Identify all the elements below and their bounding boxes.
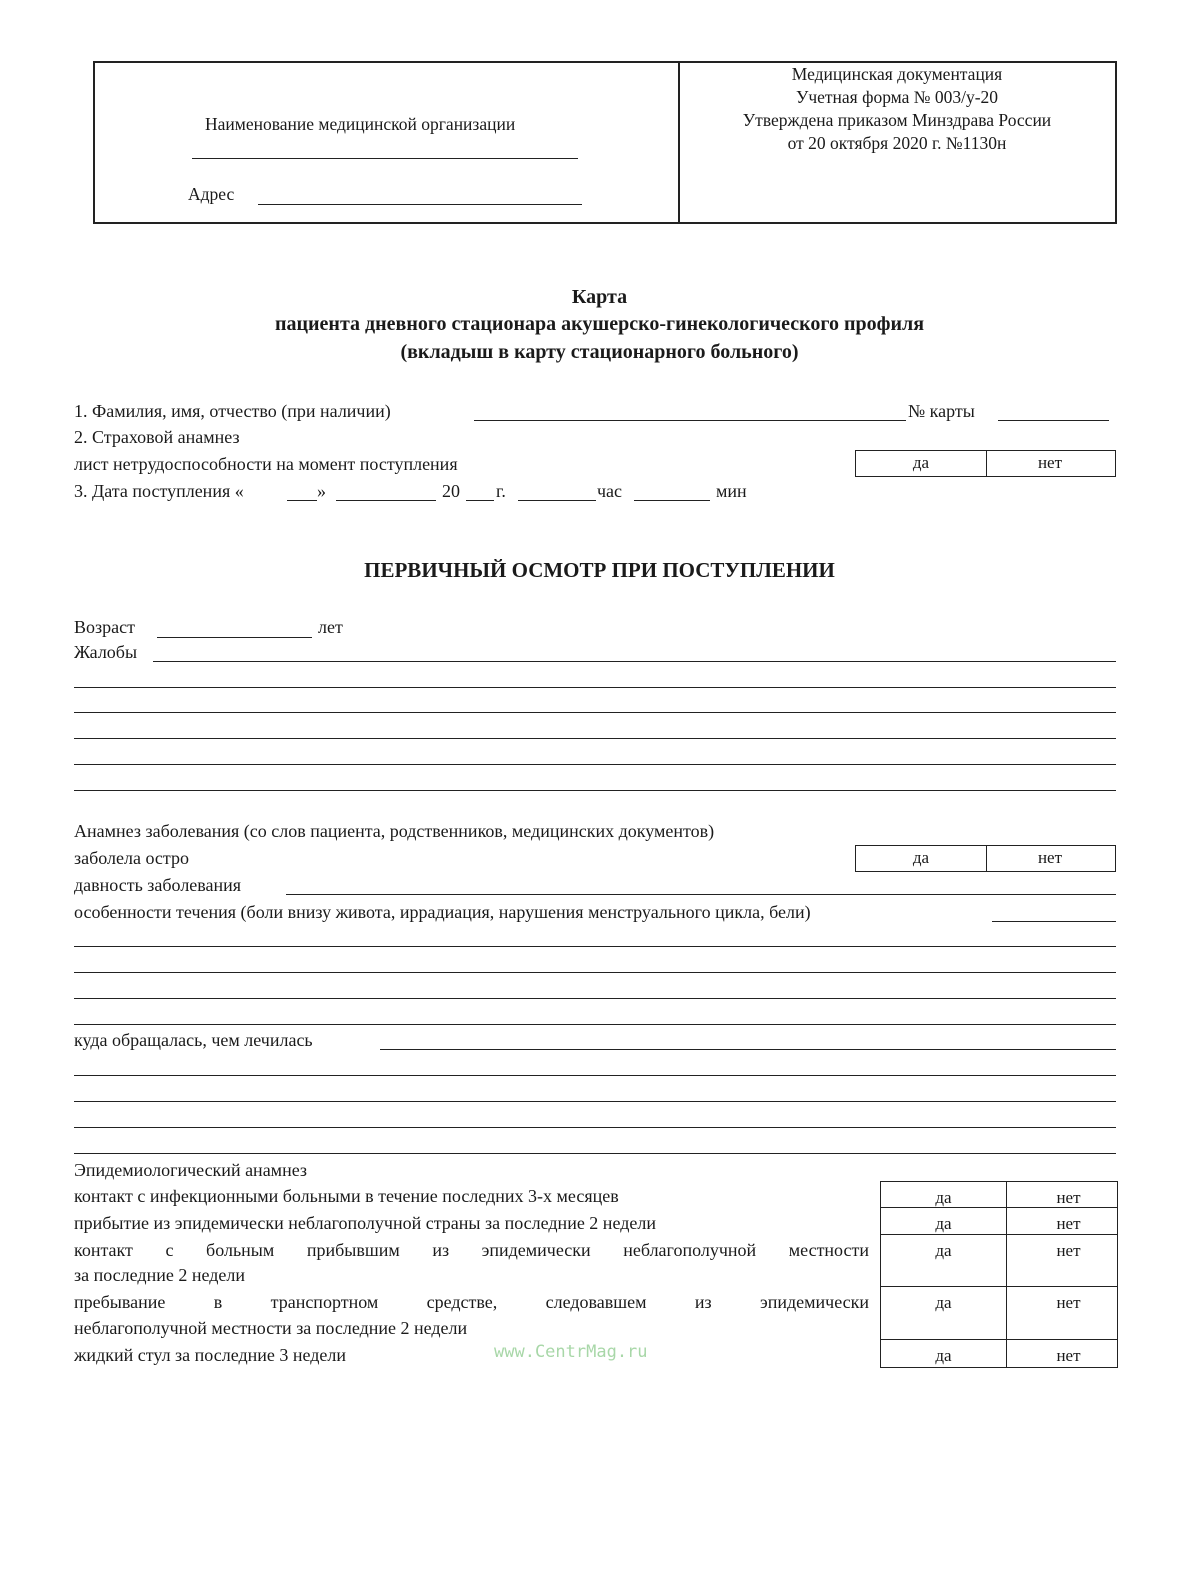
complaints-field[interactable]: [153, 661, 1116, 662]
doc-type: Медицинская документация: [791, 64, 1003, 84]
epidemiology-heading: Эпидемиологический анамнез: [74, 1160, 308, 1180]
course-line[interactable]: [74, 1024, 1116, 1025]
acute-onset-yes[interactable]: да: [912, 848, 930, 867]
acute-onset-choice: [855, 845, 1116, 872]
admission-date-prefix: 3. Дата поступления «: [74, 481, 244, 501]
minute-label: мин: [716, 481, 747, 501]
org-name-field[interactable]: [192, 158, 578, 159]
epi-no[interactable]: нет: [1056, 1346, 1081, 1365]
year-suffix: г.: [496, 481, 506, 501]
complaints-line[interactable]: [74, 790, 1116, 791]
duration-field[interactable]: [286, 894, 1116, 895]
treatment-line[interactable]: [74, 1153, 1116, 1154]
admission-date-quote-close: »: [317, 481, 326, 501]
epi-no[interactable]: нет: [1056, 1293, 1081, 1312]
sick-leave-yes[interactable]: да: [912, 453, 930, 472]
watermark: www.CentrMag.ru: [494, 1342, 648, 1362]
admission-hour-field[interactable]: [518, 500, 596, 501]
epi-item-text: контакт с инфекционными больными в течение последних 3-х месяцев: [74, 1186, 619, 1206]
epi-yes[interactable]: да: [935, 1346, 952, 1365]
full-name-field[interactable]: [474, 420, 906, 421]
admission-month-field[interactable]: [336, 500, 436, 501]
epi-yes[interactable]: да: [935, 1293, 952, 1312]
form-number: Учетная форма № 003/у-20: [795, 87, 999, 107]
age-label: Возраст: [74, 617, 135, 637]
epi-yes[interactable]: да: [935, 1241, 952, 1260]
epi-no[interactable]: нет: [1056, 1241, 1081, 1260]
treatment-line[interactable]: [74, 1075, 1116, 1076]
hour-label: час: [597, 481, 623, 501]
acute-onset-label: заболела остро: [74, 848, 189, 868]
complaints-line[interactable]: [74, 712, 1116, 713]
year-prefix: 20: [442, 481, 460, 501]
anamnesis-heading: Анамнез заболевания (со слов пациента, родственников, медицинских документов): [74, 821, 715, 841]
course-line[interactable]: [74, 998, 1116, 999]
course-line[interactable]: [74, 946, 1116, 947]
exam-heading: ПЕРВИЧНЫЙ ОСМОТР ПРИ ПОСТУПЛЕНИИ: [364, 558, 835, 582]
epi-item-text: прибытие из эпидемически неблагополучной страны за последние 2 недели: [74, 1213, 656, 1233]
admission-minute-field[interactable]: [634, 500, 710, 501]
epi-item-text: пребывание в транспортном средстве, следовавшем из эпидемически: [74, 1292, 869, 1312]
card-number-label: № карты: [908, 401, 975, 421]
treatment-field[interactable]: [380, 1049, 1116, 1050]
treatment-line[interactable]: [74, 1101, 1116, 1102]
course-line[interactable]: [74, 972, 1116, 973]
admission-year-field[interactable]: [466, 500, 494, 501]
epi-item-text-continued: неблагополучной местности за последние 2 недели: [74, 1318, 468, 1338]
doc-title-line2: пациента дневного стационара акушерско-гинекологического профиля: [274, 313, 925, 335]
epi-item-text: жидкий стул за последние 3 недели: [74, 1345, 347, 1365]
address-field[interactable]: [258, 204, 582, 205]
years-label: лет: [318, 617, 343, 637]
sick-leave-label: лист нетрудоспособности на момент поступления: [74, 454, 458, 474]
epi-no[interactable]: нет: [1056, 1214, 1081, 1233]
epidemiology-choice-grid: [880, 1181, 1118, 1368]
complaints-line[interactable]: [74, 764, 1116, 765]
doc-title-line1: Карта: [571, 286, 628, 308]
complaints-label: Жалобы: [74, 642, 138, 662]
complaints-line[interactable]: [74, 738, 1116, 739]
course-label: особенности течения (боли внизу живота, иррадиация, нарушения менструального цикла, бели): [74, 902, 811, 922]
order-date: от 20 октября 2020 г. №1130н: [787, 133, 1007, 153]
course-field[interactable]: [992, 921, 1116, 922]
card-number-field[interactable]: [998, 420, 1109, 421]
epi-yes[interactable]: да: [935, 1214, 952, 1233]
epi-item-text-continued: за последние 2 недели: [74, 1265, 245, 1285]
insurance-label: 2. Страховой анамнез: [74, 427, 240, 447]
org-name-label: Наименование медицинской организации: [205, 114, 516, 134]
address-label: Адрес: [188, 184, 235, 204]
epi-yes[interactable]: да: [935, 1188, 952, 1207]
epi-no[interactable]: нет: [1056, 1188, 1081, 1207]
sick-leave-no[interactable]: нет: [1037, 453, 1063, 472]
doc-title-line3: (вкладыш в карту стационарного больного): [400, 341, 799, 363]
sick-leave-choice: [855, 450, 1116, 477]
treatment-label: куда обращалась, чем лечилась: [74, 1030, 313, 1050]
acute-onset-no[interactable]: нет: [1037, 848, 1063, 867]
admission-day-field[interactable]: [287, 500, 317, 501]
treatment-line[interactable]: [74, 1127, 1116, 1128]
duration-label: давность заболевания: [74, 875, 242, 895]
approved-by: Утверждена приказом Минздрава России: [742, 110, 1052, 130]
age-field[interactable]: [157, 637, 312, 638]
full-name-label: 1. Фамилия, имя, отчество (при наличии): [74, 401, 391, 421]
complaints-line[interactable]: [74, 687, 1116, 688]
epi-item-text: контакт с больным прибывшим из эпидемически неблагополучной местности: [74, 1240, 869, 1260]
